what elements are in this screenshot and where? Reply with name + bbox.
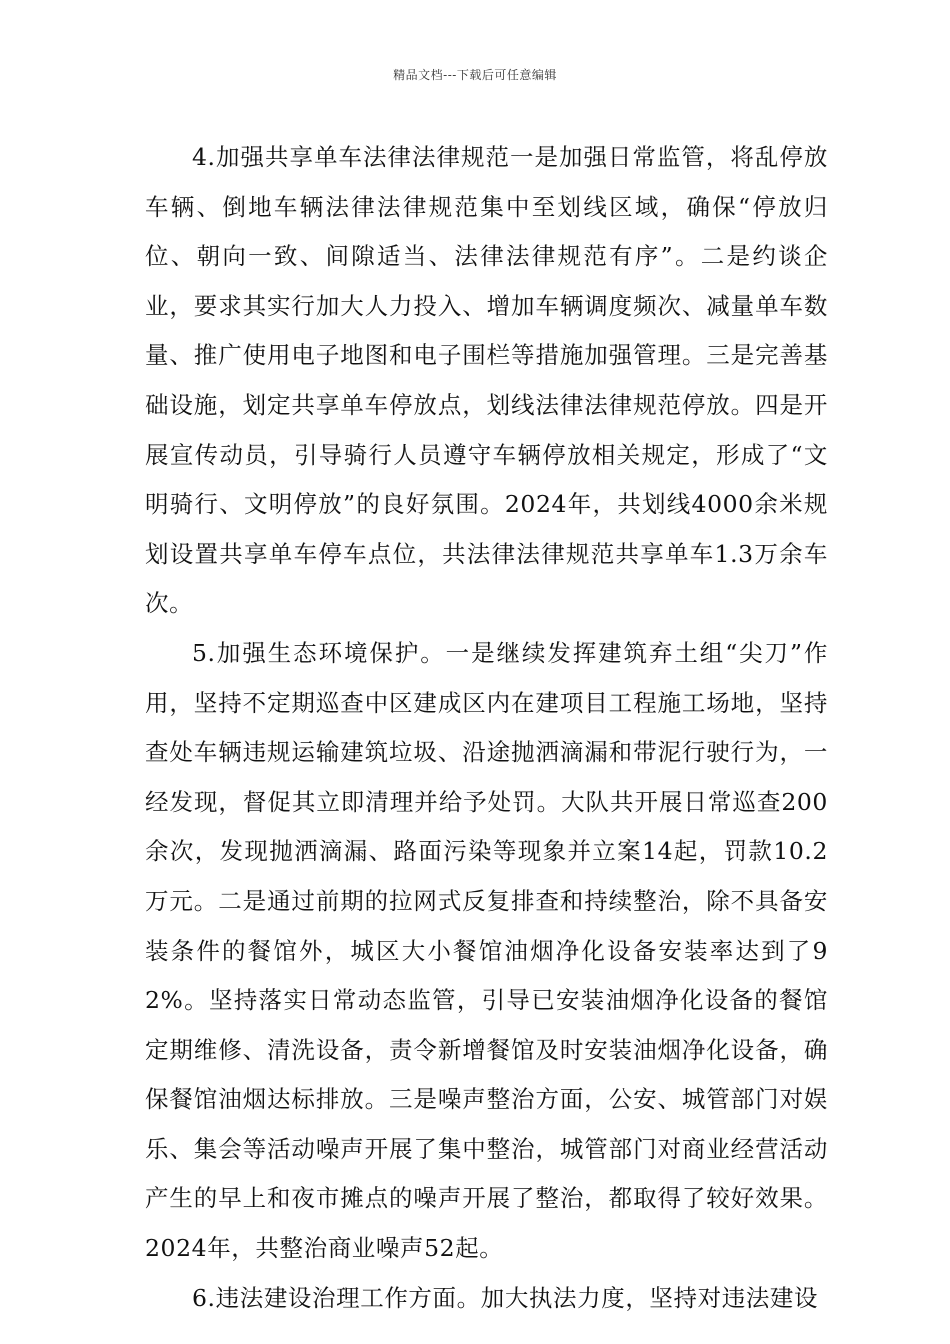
- paragraph-illegal-construction: 6.违法建设治理工作方面。加大执法力度，坚持对违法建设: [192, 1283, 819, 1312]
- document-body: [145, 133, 828, 1323]
- page-header: 精品文档---下载后可任意编辑: [393, 68, 557, 82]
- paragraph-shared-bikes: 4.加强共享单车法律法律规范一是加强日常监管，将乱停放车辆、倒地车辆法律法律规范集中至划线区域，确保“停放归位、朝向一致、间隙适当、法律法律规范有序”。二是约谈企业，要求其实行加大人力投入、增加车辆调度频次、减量单车数量、推广使用电子地图和电子围栏等措施加强管理。三是完善基础设施，划定共享单车停放点，划线法律法律规范停放。四是开展宣传动员，引导骑行人员遵守车辆停放相关规定，形成了“文明骑行、文明停放”的良好氛围。2024年，共划线4000余米规划设置共享单车停车点位，共法律法律规范共享单车1.3万余车次。: [145, 143, 828, 618]
- paragraph-eco-protection: 5.加强生态环境保护。一是继续发挥建筑弃土组“尖刀”作用，坚持不定期巡查中区建成区内在建项目工程施工场地，坚持查处车辆违规运输建筑垃圾、沿途抛洒滴漏和带泥行驶行为，一经发现，督促其立即清理并给予处罚。大队共开展日常巡查200余次，发现抛洒滴漏、路面污染等现象并立案14起，罚款10.2万元。二是通过前期的拉网式反复排查和持续整治，除不具备安装条件的餐馆外，城区大小餐馆油烟净化设备安装率达到了92%。坚持落实日常动态监管，引导已安装油烟净化设备的餐馆定期维修、清洗设备，责令新增餐馆及时安装油烟净化设备，确保餐馆油烟达标排放。三是噪声整治方面，公安、城管部门对娱乐、集会等活动噪声开展了集中整治，城管部门对商业经营活动产生的早上和夜市摊点的噪声开展了整治，都取得了较好效果。2024年，共整治商业噪声52起。: [145, 638, 828, 1263]
